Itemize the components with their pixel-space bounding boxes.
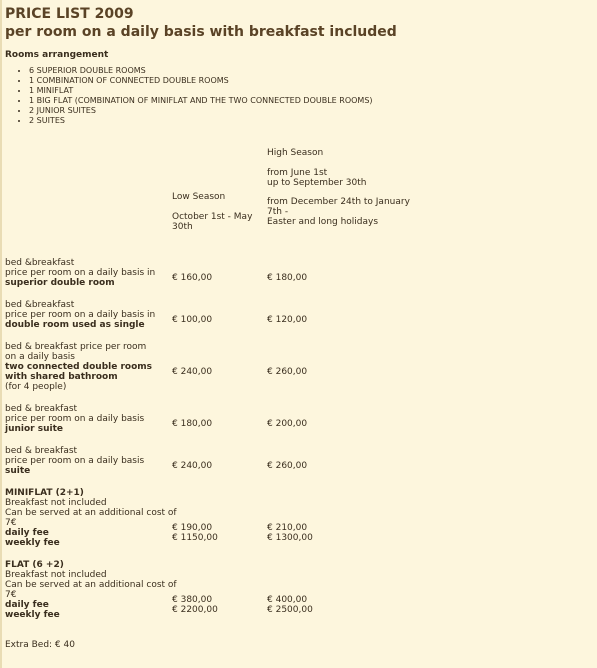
list-item: • 1 COMBINATION OF CONNECTED DOUBLE ROOMS	[29, 76, 373, 86]
row-text: on a daily basis	[5, 352, 75, 362]
high-season-price: € 260,00	[267, 367, 308, 377]
row-text: price per room on a daily basis	[5, 414, 145, 424]
low-season-label: Low Season	[172, 192, 226, 202]
row-text: 7€	[5, 518, 17, 528]
high-season-weekly-price: € 1300,00	[267, 533, 313, 543]
row-fee-label: weekly fee	[5, 610, 60, 620]
low-season-price: € 180,00	[172, 419, 213, 429]
left-border	[0, 0, 2, 668]
page-title: PRICE LIST 2009	[5, 6, 134, 22]
row-room-type: double room used as single	[5, 320, 145, 330]
row-text: Breakfast not included	[5, 498, 107, 508]
row-room-type: MINIFLAT (2+1)	[5, 488, 84, 498]
low-season-period: 30th	[172, 222, 193, 232]
high-season-period: from December 24th to January	[267, 197, 410, 207]
row-text: bed & breakfast	[5, 404, 78, 414]
low-season-price: € 160,00	[172, 273, 213, 283]
list-item: • 6 SUPERIOR DOUBLE ROOMS	[29, 66, 373, 76]
low-season-weekly-price: € 1150,00	[172, 533, 218, 543]
low-season-daily-price: € 190,00	[172, 523, 213, 533]
row-text: price per room on a daily basis	[5, 456, 145, 466]
high-season-price: € 200,00	[267, 419, 308, 429]
row-text: 7€	[5, 590, 17, 600]
high-season-weekly-price: € 2500,00	[267, 605, 313, 615]
row-room-type: FLAT (6 +2)	[5, 560, 64, 570]
row-room-type: junior suite	[5, 424, 63, 434]
row-text: bed & breakfast price per room	[5, 342, 147, 352]
high-season-price: € 260,00	[267, 461, 308, 471]
low-season-weekly-price: € 2200,00	[172, 605, 218, 615]
rooms-list	[5, 66, 373, 126]
row-room-type: superior double room	[5, 278, 115, 288]
high-season-daily-price: € 210,00	[267, 523, 308, 533]
list-item: • 2 JUNIOR SUITES	[29, 106, 373, 116]
list-item: • 1 MINIFLAT	[29, 86, 373, 96]
high-season-label: High Season	[267, 148, 324, 158]
extra-bed-note: Extra Bed: € 40	[5, 640, 75, 650]
row-text: bed &breakfast	[5, 300, 75, 310]
row-text: Can be served at an additional cost of	[5, 580, 177, 590]
row-text: price per room on a daily basis in	[5, 310, 156, 320]
low-season-daily-price: € 380,00	[172, 595, 213, 605]
low-season-price: € 100,00	[172, 315, 213, 325]
row-text: bed &breakfast	[5, 258, 75, 268]
high-season-price: € 120,00	[267, 315, 308, 325]
low-season-price: € 240,00	[172, 367, 213, 377]
row-text: price per room on a daily basis in	[5, 268, 156, 278]
low-season-price: € 240,00	[172, 461, 213, 471]
page-subtitle: per room on a daily basis with breakfast included	[5, 24, 397, 40]
high-season-period: from June 1st	[267, 168, 328, 178]
row-fee-label: daily fee	[5, 600, 49, 610]
list-item: • 2 SUITES	[29, 116, 373, 126]
row-text: bed & breakfast	[5, 446, 78, 456]
high-season-period: Easter and long holidays	[267, 217, 379, 227]
row-fee-label: weekly fee	[5, 538, 60, 548]
row-text: Breakfast not included	[5, 570, 107, 580]
list-item: • 1 BIG FLAT (COMBINATION OF MINIFLAT AND THE TWO CONNECTED DOUBLE ROOMS)	[29, 96, 373, 106]
row-room-type: with shared bathroom	[5, 372, 118, 382]
row-room-type: suite	[5, 466, 31, 476]
row-room-type: two connected double rooms	[5, 362, 153, 372]
rooms-heading: Rooms arrangement	[5, 50, 109, 60]
high-season-price: € 180,00	[267, 273, 308, 283]
high-season-period: up to September 30th	[267, 178, 367, 188]
row-text: Can be served at an additional cost of	[5, 508, 177, 518]
row-fee-label: daily fee	[5, 528, 49, 538]
low-season-period: October 1st - May	[172, 212, 253, 222]
row-text: (for 4 people)	[5, 382, 67, 392]
high-season-period: 7th -	[267, 207, 289, 217]
high-season-daily-price: € 400,00	[267, 595, 308, 605]
